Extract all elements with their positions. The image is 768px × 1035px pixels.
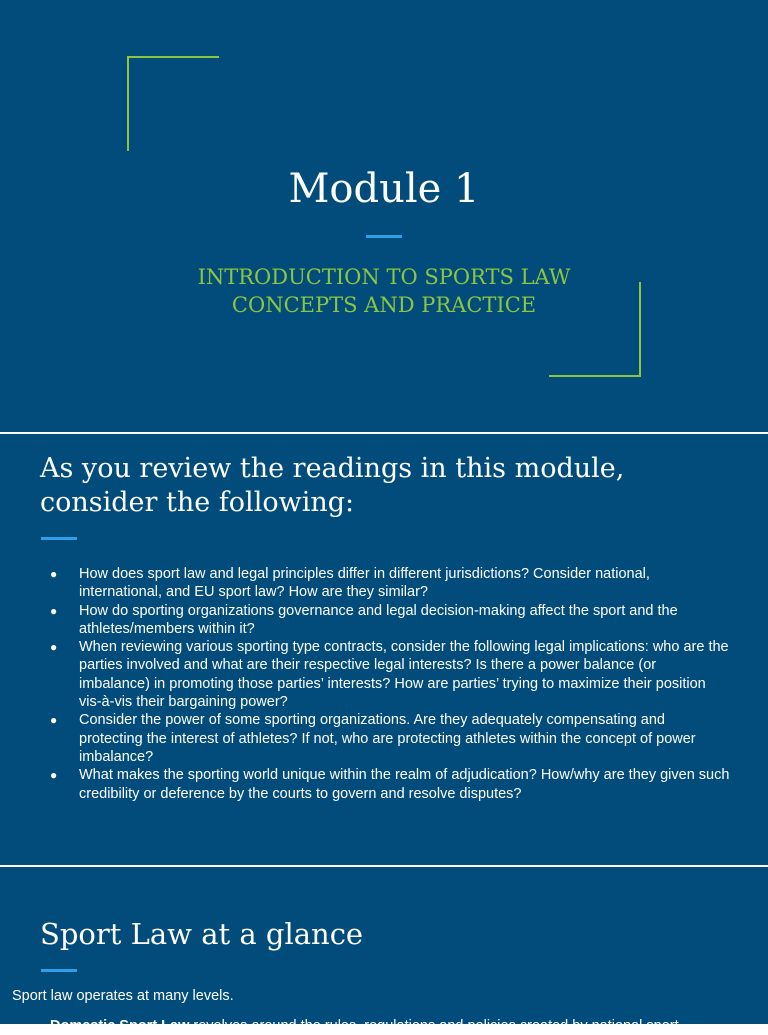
bullet-icon: ●: [50, 768, 58, 783]
intro-text: Sport law operates at many levels.: [12, 988, 234, 1004]
partial-bullet-text: [50, 1017, 750, 1035]
list-item: [50, 766, 731, 803]
list-item: [50, 565, 731, 602]
accent-divider: [41, 969, 77, 972]
list-item: [50, 638, 731, 711]
slide-heading: As you review the readings in this module, consider the following:: [40, 453, 625, 518]
slide-title: Module 1: [288, 166, 480, 212]
accent-divider: [41, 537, 77, 540]
bullet-icon: ●: [50, 713, 58, 728]
accent-divider: [366, 235, 402, 238]
bullet-list: [50, 565, 731, 803]
term-description: revolves around the rules, regulations and policies created by national sport: [189, 1018, 679, 1034]
slide-heading: Sport Law at a glance: [40, 917, 364, 951]
list-item-text: How does sport law and legal principles differ in different jurisdictions? Consider national, international, and EU sport law? How are they similar?: [79, 566, 650, 601]
bullet-icon: ●: [50, 567, 58, 581]
bullet-icon: ●: [50, 640, 58, 655]
list-item-text: What makes the sporting world unique within the realm of adjudication? How/why are they given such credibility or deference by the courts to govern and resolve disputes?: [79, 767, 730, 802]
review-questions-slide: [0, 434, 768, 865]
list-item-text: Consider the power of some sporting organizations. Are they adequately compensating and protecting the interest of athletes? If not, who are protecting athletes within the concept of power imbalance?: [79, 712, 696, 765]
sport-law-glance-slide: [0, 867, 768, 1034]
corner-bracket-top-left: [127, 56, 219, 151]
list-item-text: When reviewing various sporting type contracts, consider the following legal implications: who are the parties involved and what are their respective legal interests? Is there a power balance (or imbalance) in promoting those parties’ interests? How are parties’ trying to maximize their position vis-à-vis their bargaining power?: [79, 639, 729, 711]
list-item-text: How do sporting organizations governance and legal decision-making affect the sport and the athletes/members within it?: [79, 602, 678, 637]
title-slide: [0, 0, 768, 432]
list-item: [50, 711, 731, 766]
bold-term: Domestic Sport Law: [50, 1018, 190, 1034]
slide-subtitle: INTRODUCTION TO SPORTS LAW CONCEPTS AND PRACTICE: [197, 265, 571, 317]
list-item: [50, 602, 731, 639]
bullet-icon: ●: [50, 603, 58, 618]
